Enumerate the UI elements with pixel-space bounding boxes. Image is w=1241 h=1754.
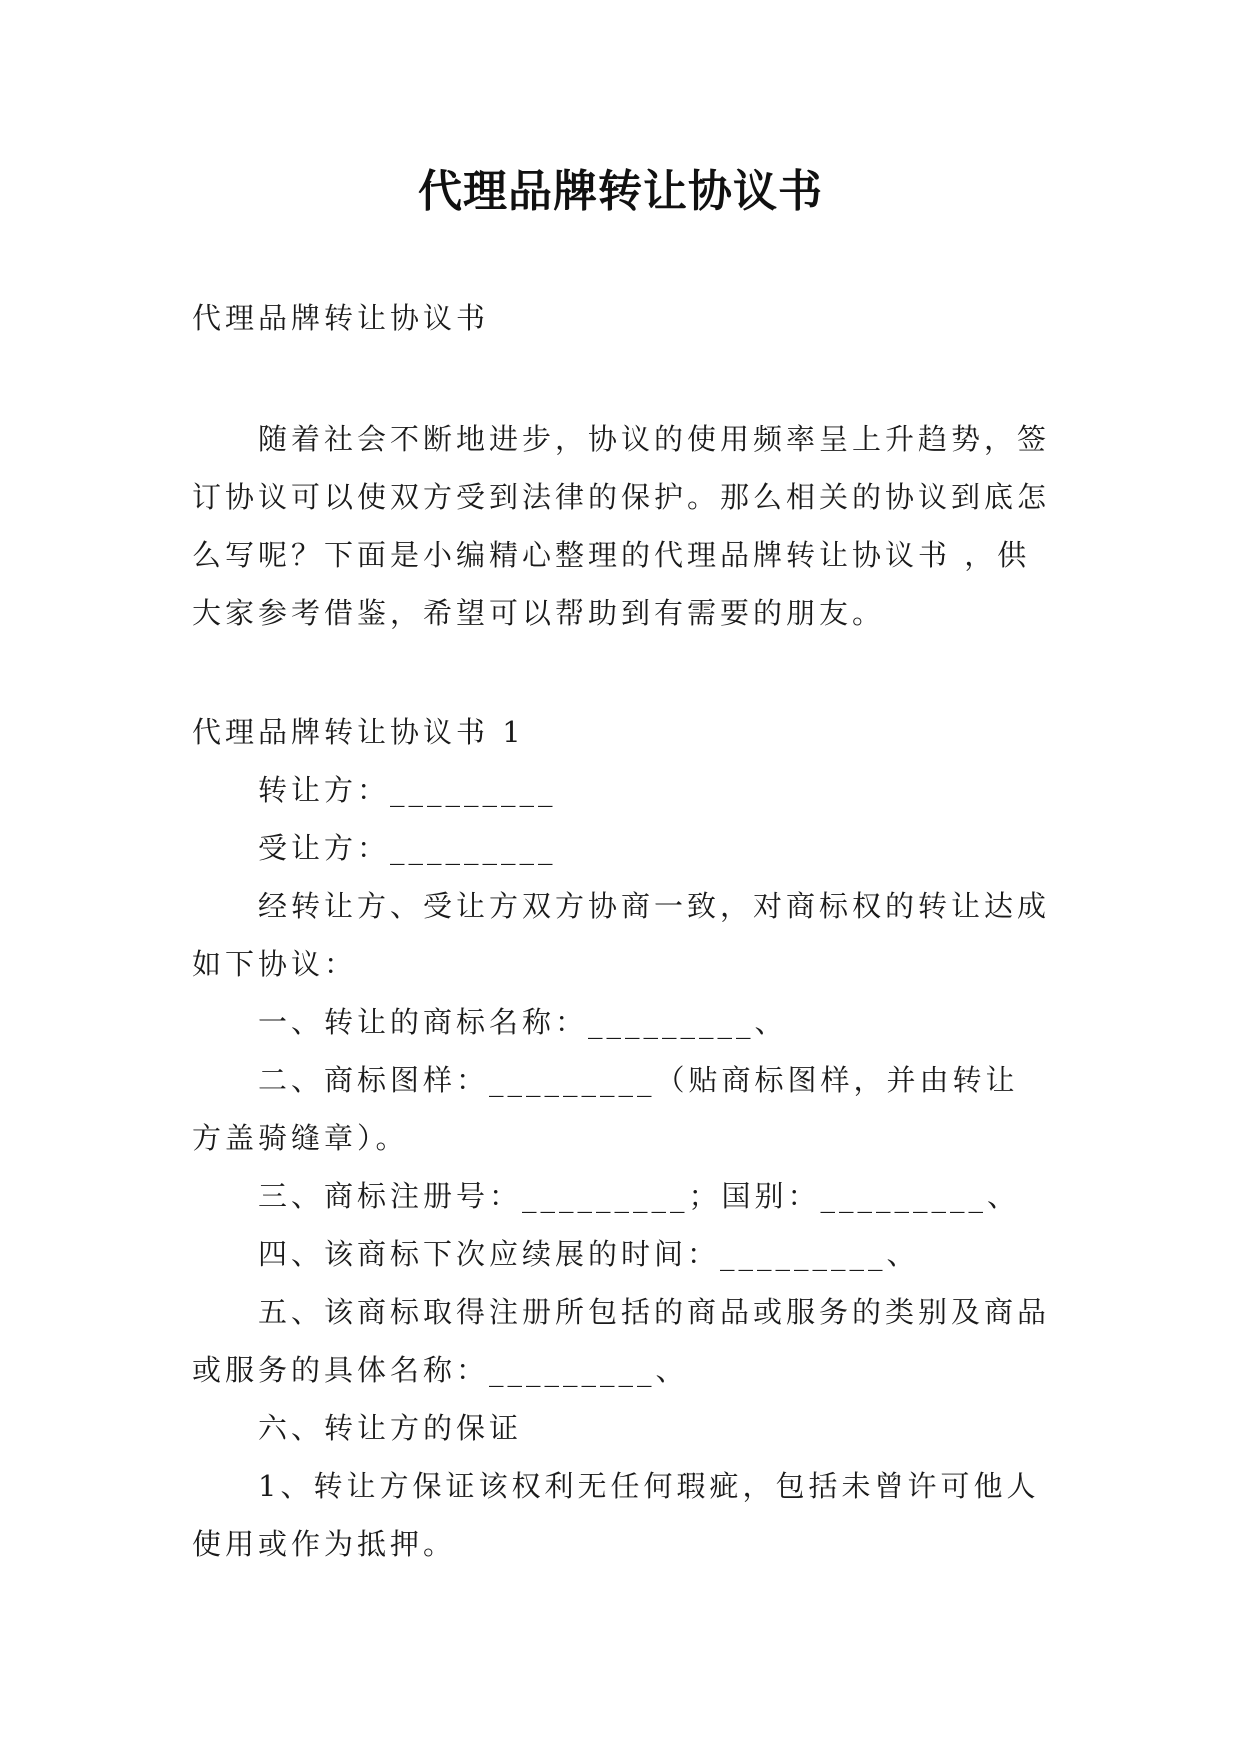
clause-1-trademark-name: 一、转让的商标名称：_________、 [258, 1005, 788, 1039]
transferee-line: 受让方：_________ [258, 831, 557, 865]
guarantee-item-1: 1、转让方保证该权利无任何瑕疵，包括未曾许可他人使用或作为抵押。 [192, 1469, 1040, 1561]
contract-heading: 代理品牌转让协议书 1 [192, 715, 525, 749]
intro-paragraph: 随着社会不断地进步，协议的使用频率呈上升趋势，签订协议可以使双方受到法律的保护。那么相关的协议到底怎么写呢？下面是小编精心整理的代理品牌转让协议书 ，供大家参考借鉴，希望可以帮助到有需要的朋友。 [192, 422, 1051, 630]
contract-section [192, 703, 1050, 1573]
document-title: 代理品牌转让协议书 [418, 166, 823, 217]
clause-3-registration-number: 三、商标注册号：_________；国别：_________、 [258, 1179, 1021, 1213]
agreement-preamble: 经转让方、受让方双方协商一致，对商标权的转让达成如下协议： [192, 889, 1051, 981]
clause-5-goods-services: 五、该商标取得注册所包括的商品或服务的类别及商品或服务的具体名称：_________、 [192, 1295, 1051, 1387]
clause-4-renewal-time: 四、该商标下次应续展的时间：_________、 [258, 1237, 920, 1271]
clause-2-trademark-sample: 二、商标图样：_________（贴商标图样，并由转让方盖骑缝章）。 [192, 1063, 1019, 1155]
clause-6-guarantee-heading: 六、转让方的保证 [258, 1411, 523, 1445]
transferor-line: 转让方：_________ [258, 773, 557, 807]
document-subtitle: 代理品牌转让协议书 [192, 301, 490, 335]
